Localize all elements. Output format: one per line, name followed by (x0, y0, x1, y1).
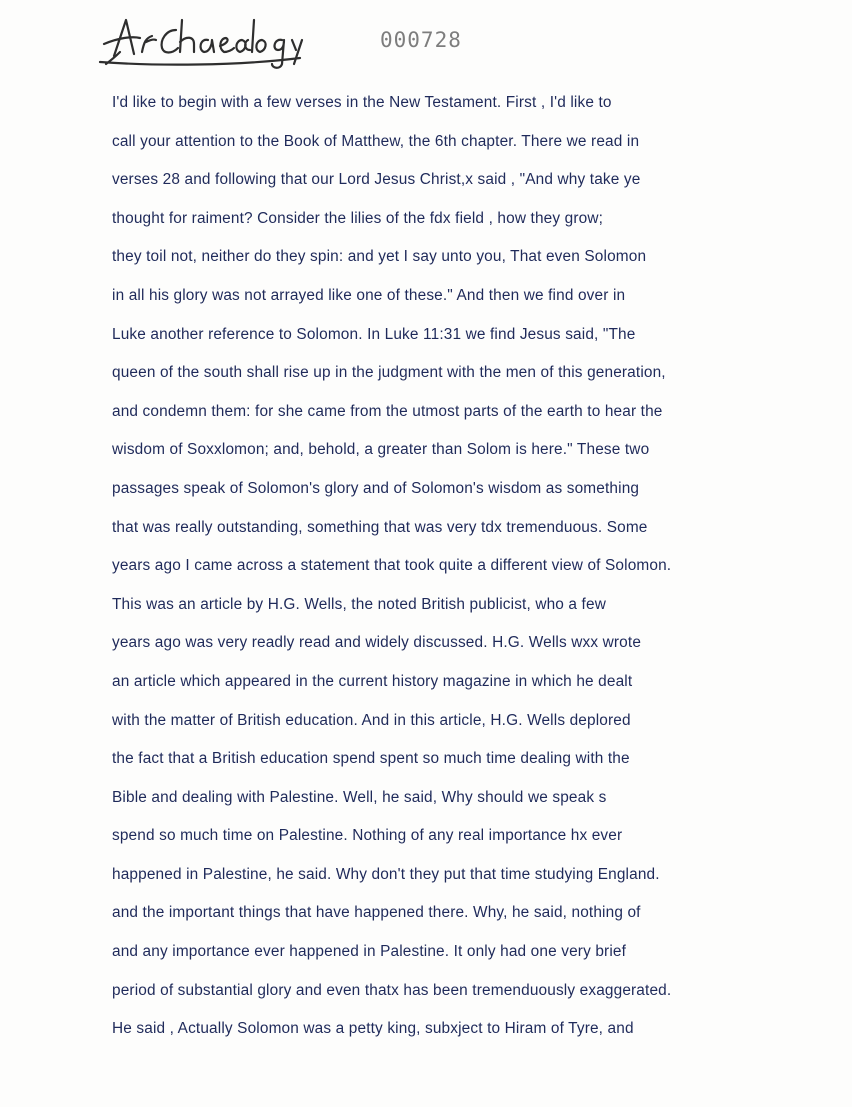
text-line: thought for raiment? Consider the lilies of the fdx field , how they grow; (112, 209, 604, 227)
text-line: Luke another reference to Solomon. In Luke 11:31 we find Jesus said, "The (112, 325, 636, 343)
text-line: years ago was very readly read and widely discussed. H.G. Wells wxx wrote (112, 634, 642, 652)
text-line: an article which appeared in the current history magazine in which he dealt (112, 672, 633, 690)
text-line: I'd like to begin with a few verses in the New Testament. First , I'd like to (112, 94, 612, 111)
text-line: This was an article by H.G. Wells, the noted British publicist, who a few (112, 595, 606, 613)
text-line: passages speak of Solomon's glory and of Solomon's wisdom as something (112, 479, 640, 497)
text-line: Bible and dealing with Palestine. Well, he said, Why should we speak s (112, 788, 607, 806)
text-line: in all his glory was not arrayed like one of these." And then we find over in (112, 286, 626, 304)
text-line: wisdom of Soxxlomon; and, behold, a greater than Solom is here." These two (112, 441, 650, 459)
text-line: they toil not, neither do they spin: and yet I say unto you, That even Solomon (112, 248, 647, 266)
handwritten-title-archaeology (96, 8, 306, 70)
document-number-stamp: 000728 (380, 28, 462, 52)
text-line: that was really outstanding, something that was very tdx tremenduous. Some (112, 518, 648, 536)
text-line: spend so much time on Palestine. Nothing of any real importance hx ever (112, 827, 623, 845)
body-text (112, 92, 792, 1057)
text-line: and the important things that have happened there. Why, he said, nothing of (112, 904, 641, 922)
text-line: call your attention to the Book of Matthew, the 6th chapter. There we read in (112, 132, 640, 150)
text-line: verses 28 and following that our Lord Jesus Christ,x said , "And why take ye (112, 171, 641, 189)
text-line: queen of the south shall rise up in the judgment with the men of this generation, (112, 364, 666, 382)
text-line: and any importance ever happened in Palestine. It only had one very brief (112, 943, 627, 961)
text-line: He said , Actually Solomon was a petty king, subxject to Hiram of Tyre, and (112, 1020, 634, 1038)
text-line: the fact that a British education spend spent so much time dealing with the (112, 750, 630, 768)
text-line: years ago I came across a statement that took quite a different view of Solomon. (112, 557, 672, 575)
text-line: happened in Palestine, he said. Why don't they put that time studying England. (112, 865, 660, 883)
text-line: and condemn them: for she came from the utmost parts of the earth to hear the (112, 402, 663, 420)
text-line: period of substantial glory and even thatx has been tremenduously exaggerated. (112, 981, 672, 999)
text-line: with the matter of British education. And in this article, H.G. Wells deplored (112, 711, 631, 729)
